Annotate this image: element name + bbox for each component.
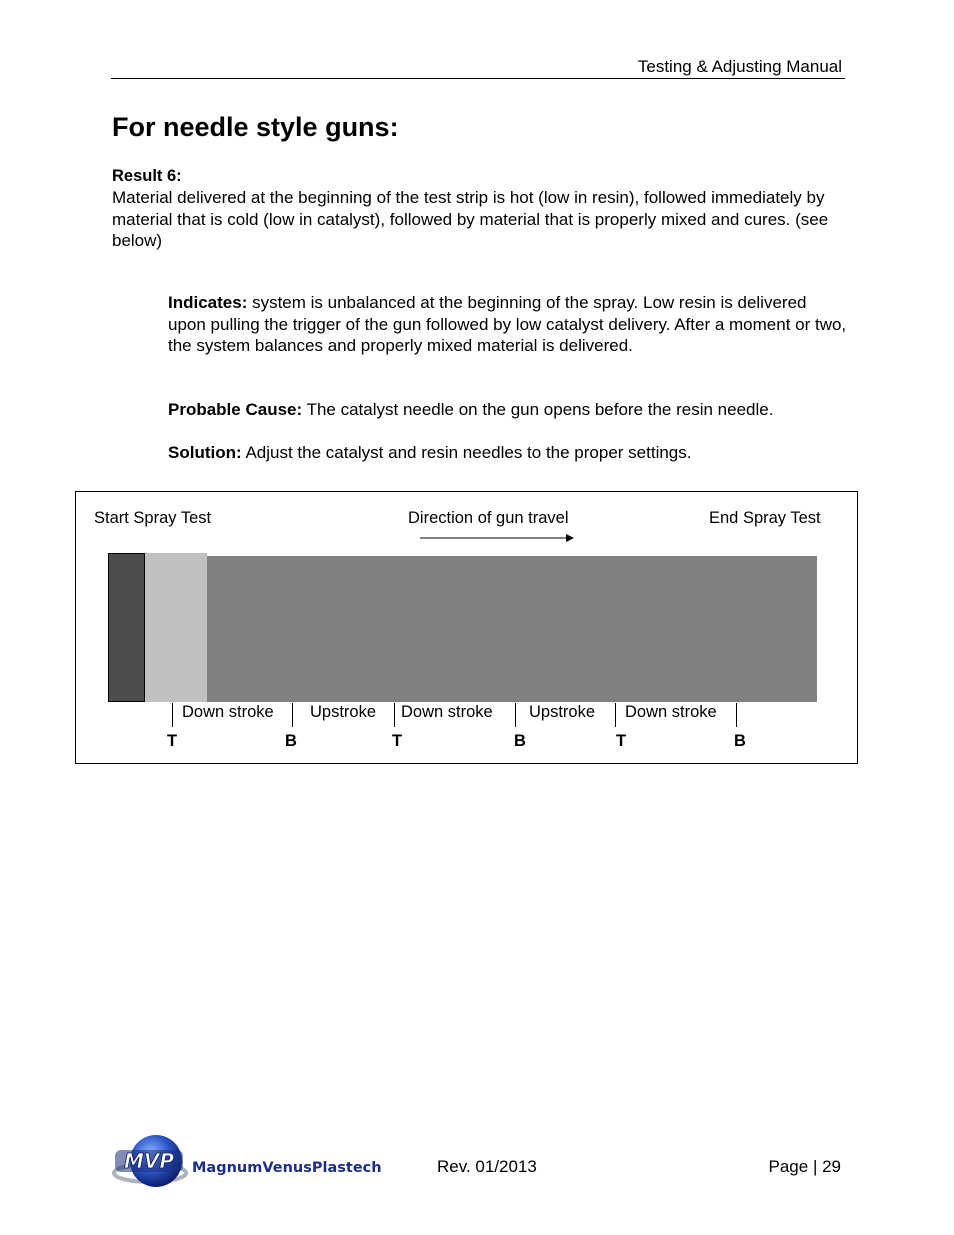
page-number: Page | 29 — [768, 1157, 841, 1176]
stroke-tick — [615, 703, 616, 727]
section-heading: For needle style guns: — [112, 112, 399, 142]
stroke-tick — [736, 703, 737, 727]
stroke-label: Upstroke — [529, 703, 596, 721]
strip-cold-section — [145, 553, 207, 702]
top-marker: T — [167, 732, 178, 750]
start-spray-label: Start Spray Test — [94, 509, 212, 527]
stroke-label: Upstroke — [310, 703, 377, 721]
stroke-label: Down stroke — [182, 703, 274, 721]
strip-cured-section — [207, 556, 817, 702]
header-rule — [111, 78, 845, 79]
cause-label: Probable Cause: — [168, 400, 303, 419]
indicates-text: system is unbalanced at the beginning of the spray. Low resin is delivered upon pulling the trigger of the gun followed by low catalyst delivery. After a moment or two, the system balances and properly mixed material is delivered. — [168, 293, 847, 356]
direction-label: Direction of gun travel — [408, 509, 569, 527]
revision-label: Rev. 01/2013 — [437, 1157, 537, 1176]
cause-text: The catalyst needle on the gun opens before the resin needle. — [302, 400, 774, 419]
running-header: Testing & Adjusting Manual — [637, 57, 842, 76]
indicates-paragraph — [168, 292, 848, 357]
bottom-marker: B — [514, 732, 526, 750]
bottom-marker: B — [734, 732, 746, 750]
cause-paragraph — [168, 399, 848, 421]
solution-label: Solution: — [168, 443, 242, 462]
logo-wordmark: MagnumVenusPlastech — [192, 1160, 382, 1176]
stroke-tick — [394, 703, 395, 727]
indicates-label: Indicates: — [168, 293, 248, 312]
strip-hot-section — [108, 553, 145, 702]
end-spray-label: End Spray Test — [709, 509, 821, 527]
result-text: Material delivered at the beginning of the test strip is hot (low in resin), followed immediately by material that is cold (low in catalyst), followed by material that is properly mixed and cures. (see below) — [112, 188, 829, 251]
stroke-tick — [172, 703, 173, 727]
top-marker: T — [392, 732, 403, 750]
mvp-logo — [112, 1130, 402, 1192]
solution-text: Adjust the catalyst and resin needles to the proper settings. — [241, 443, 692, 462]
result-label: Result 6: — [112, 167, 182, 185]
solution-paragraph — [168, 442, 848, 464]
logo-badge: MVP — [123, 1149, 175, 1173]
bottom-marker: B — [285, 732, 297, 750]
stroke-label: Down stroke — [401, 703, 493, 721]
stroke-tick — [292, 703, 293, 727]
direction-arrow-icon — [418, 532, 578, 544]
stroke-tick — [515, 703, 516, 727]
stroke-label: Down stroke — [625, 703, 717, 721]
top-marker: T — [616, 732, 627, 750]
